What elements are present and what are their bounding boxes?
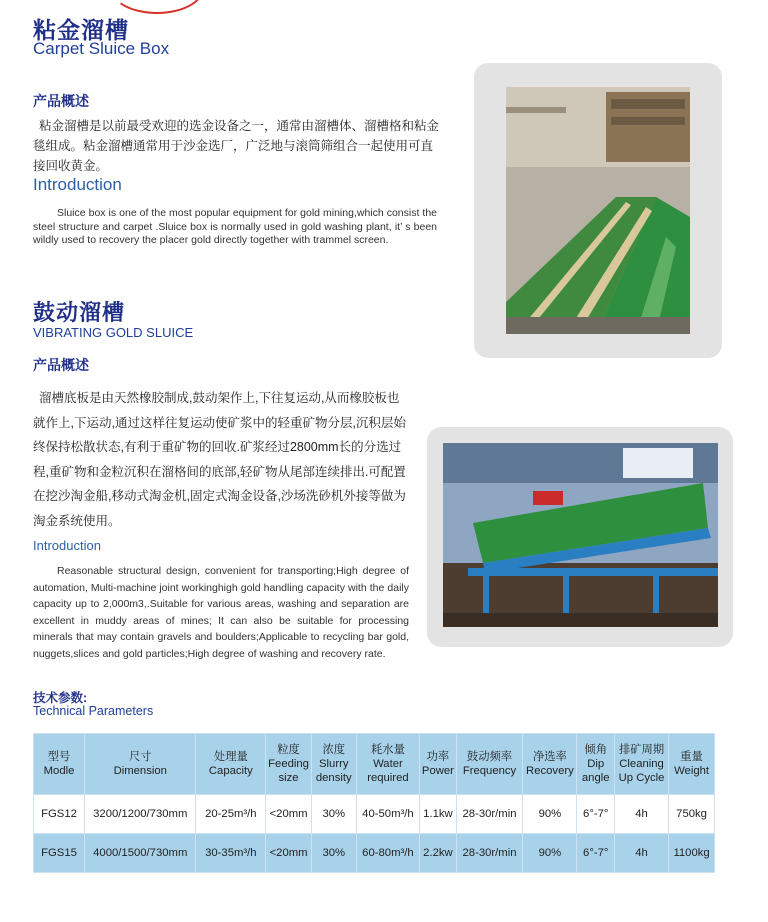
section1-overview-heading: 产品概述 (33, 93, 89, 109)
technical-parameters-table (33, 733, 715, 873)
vibrating-sluice-photo (443, 443, 718, 627)
cell-frequency: 28-30r/min (456, 795, 523, 834)
cell-power: 1.1kw (420, 795, 456, 834)
cell-weight: 1100kg (669, 834, 715, 873)
cell-cleaning-cycle: 4h (614, 795, 668, 834)
cell-slurry-density: 30% (311, 834, 356, 873)
cell-feeding-size: <20mm (266, 795, 312, 834)
carpet-sluice-photo (506, 87, 690, 334)
section2-title-zh: 鼓动溜槽 (33, 300, 126, 325)
section2-title-en: VIBRATING GOLD SLUICE (33, 325, 194, 340)
section1-overview-text: 粘金溜槽是以前最受欢迎的选金设备之一，通常由溜槽体、溜槽格和粘金毯组成。粘金溜槽通常用于沙金选厂，广泛地与滚筒筛组合一起使用可直接回收黄金。 (33, 119, 440, 173)
cell-recovery: 90% (523, 834, 577, 873)
header-frequency: 鼓动频率 Frequency (456, 734, 523, 795)
cell-model: FGS12 (34, 795, 85, 834)
cell-power: 2.2kw (420, 834, 456, 873)
table-header-row (34, 734, 715, 795)
section1-title-zh: 粘金溜槽 (33, 17, 129, 43)
header-feeding-size: 粒度 Feeding size (266, 734, 312, 795)
section2-overview-text: 溜槽底板是由天然橡胶制成,鼓动架作上,下往复运动,从而橡胶板也就作上,下运动,通过这样往复运动使矿浆中的轻重矿物分层,沉积层始终保持松散状态,有利于重矿物的回收.矿浆经过2800mm长的分选过程,重矿物和金粒沉积在溜格间的底部,轻矿物从尾部连续排出.可配置在挖沙淘金船,移动式淘金机,固定式淘金设备,沙场洗砂机外接等做为淘金系统使用。 (33, 391, 406, 528)
params-heading-zh: 技术参数: (33, 691, 88, 705)
header-cleaning-cycle: 排矿周期 Cleaning Up Cycle (614, 734, 668, 795)
cell-dimension: 4000/1500/730mm (85, 834, 196, 873)
cell-slurry-density: 30% (311, 795, 356, 834)
header-slurry-density: 浓度 Slurry density (311, 734, 356, 795)
section1-intro-heading: Introduction (33, 175, 122, 194)
header-weight: 重量 Weight (669, 734, 715, 795)
cell-dimension: 3200/1200/730mm (85, 795, 196, 834)
section1-title-en: Carpet Sluice Box (33, 39, 170, 58)
table-row (34, 834, 715, 873)
carpet-sluice-illustration (506, 87, 690, 334)
section1-intro-text: Sluice box is one of the most popular equipment for gold mining,which consist the steel structure and carpet .Sluice box is normally used in gold washing plant, it’ s been wildly used to recovery the placer gold directly together with trammel screen. (33, 207, 437, 246)
header-dip-angle: 倾角 Dip angle (577, 734, 614, 795)
header-water-required: 耗水量 Water required (356, 734, 420, 795)
cell-model: FGS15 (34, 834, 85, 873)
cell-feeding-size: <20mm (266, 834, 312, 873)
cell-cleaning-cycle: 4h (614, 834, 668, 873)
header-capacity: 处理量 Capacity (196, 734, 266, 795)
cell-recovery: 90% (523, 795, 577, 834)
cell-water-required: 60-80m³/h (356, 834, 420, 873)
cell-frequency: 28-30r/min (456, 834, 523, 873)
section2-overview-heading: 产品概述 (33, 357, 89, 373)
cell-dip-angle: 6°-7° (577, 834, 614, 873)
cell-capacity: 30-35m³/h (196, 834, 266, 873)
header-model: 型号 Modle (34, 734, 85, 795)
cell-dip-angle: 6°-7° (577, 795, 614, 834)
params-heading-en: Technical Parameters (33, 704, 154, 718)
header-dimension: 尺寸 Dimension (85, 734, 196, 795)
header-recovery: 净选率 Recovery (523, 734, 577, 795)
cell-water-required: 40-50m³/h (356, 795, 420, 834)
cell-capacity: 20-25m³/h (196, 795, 266, 834)
vibrating-sluice-illustration (443, 443, 718, 627)
cell-weight: 750kg (669, 795, 715, 834)
section2-intro-heading: Introduction (33, 538, 101, 553)
header-power: 功率 Power (420, 734, 456, 795)
table-row (34, 795, 715, 834)
section2-intro-text: Reasonable structural design, convenient for transporting;High degree of automation, Multi-machine joint workinghigh gold handling capacity with the daily capacity up to 2,000m3,.Suitable for various areas, washing and separation are excellent in muddy areas of mines; It can also be suitable for processing minerals that may contain gravels and boulders;Applicable to recycling bar gold, nuggets,slices and gold particles;High degree of washing and recovery rate. (33, 565, 409, 660)
